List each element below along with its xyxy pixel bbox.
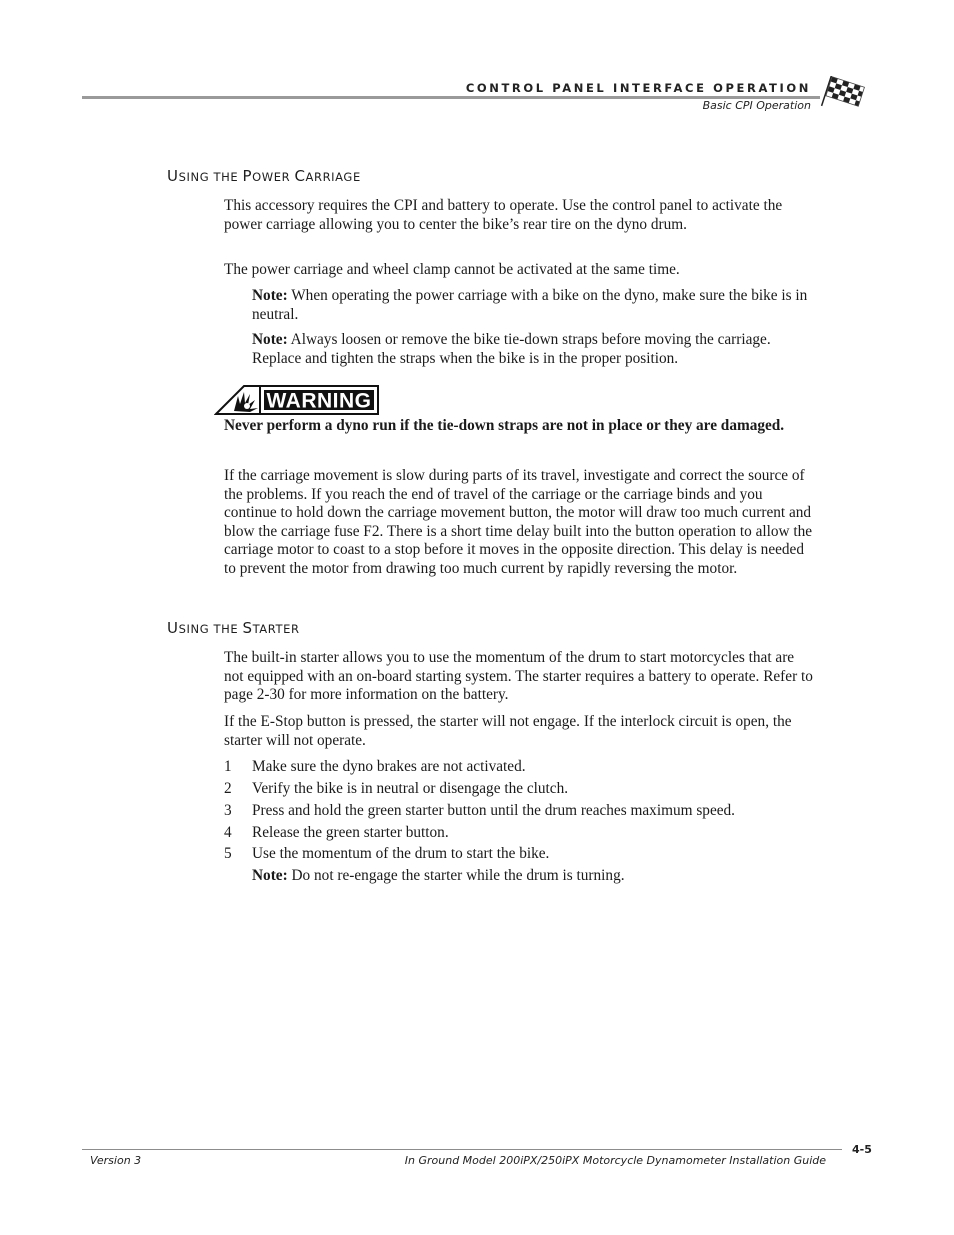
page-number: 4-5 <box>852 1143 872 1156</box>
list-item: Use the momentum of the drum to start the bike. <box>252 845 550 862</box>
section-heading-power-carriage: USING THE POWER CARRIAGE <box>167 167 361 185</box>
paragraph: The power carriage and wheel clamp cannot be activated at the same time. <box>224 261 680 278</box>
list-item-number: 3 <box>224 802 232 819</box>
list-item-number: 1 <box>224 758 232 775</box>
list-item: Make sure the dyno brakes are not activated. <box>252 758 526 775</box>
list-item: Release the green starter button. <box>252 824 449 841</box>
footer-rule <box>82 1149 842 1150</box>
list-item: Verify the bike is in neutral or disengage the clutch. <box>252 780 569 797</box>
note: Note: When operating the power carriage with a bike on the dyno, make sure the bike is in neutral. <box>252 287 808 323</box>
list-item-number: 4 <box>224 824 232 841</box>
list-item: Press and hold the green starter button until the drum reaches maximum speed. <box>252 802 736 819</box>
paragraph: If the E-Stop button is pressed, the starter will not engage. If the interlock circuit is open, the starter will not operate. <box>224 713 792 749</box>
list-item-number: 5 <box>224 845 232 862</box>
note: Note: Always loosen or remove the bike tie-down straps before moving the carriage. Replace and tighten the straps when the bike is in the proper position. <box>252 331 771 367</box>
paragraph: The built-in starter allows you to use the momentum of the drum to start motorcycles that are not equipped with an on-board starting system. The starter requires a battery to operate. Refer to page 2-30 for more information on the battery. <box>224 649 813 704</box>
list-item-number: 2 <box>224 780 232 797</box>
running-header-subsection: Basic CPI Operation <box>702 99 811 112</box>
warning-label: WARNING <box>266 389 372 413</box>
section-heading-starter: USING THE STARTER <box>167 619 300 637</box>
running-header-title: CONTROL PANEL INTERFACE OPERATION <box>465 81 811 95</box>
warning-badge <box>214 384 380 416</box>
footer-guide-title: In Ground Model 200iPX/250iPX Motorcycle Dynamometer Installation Guide <box>404 1154 826 1167</box>
checkered-flag-icon <box>820 76 866 114</box>
paragraph: If the carriage movement is slow during parts of its travel, investigate and correct the source of the problems. If you reach the end of travel of the carriage or the carriage binds and you continue to hold down the carriage movement button, the motor will draw too much current and blow the carriage fuse F2. There is a short time delay built into the button operation to allow the carriage motor to coast to a stop before it moves in the opposite direction. This delay is needed to prevent the motor from drawing too much current by rapidly reversing the motor. <box>224 467 813 577</box>
paragraph: This accessory requires the CPI and battery to operate. Use the control panel to activate the power carriage allowing you to center the bike’s rear tire on the dyno drum. <box>224 197 783 233</box>
warning-text: Never perform a dyno run if the tie-down straps are not in place or they are damaged. <box>224 417 785 434</box>
footer-version: Version 3 <box>90 1154 142 1167</box>
note: Note: Do not re-engage the starter while the drum is turning. <box>252 867 625 884</box>
